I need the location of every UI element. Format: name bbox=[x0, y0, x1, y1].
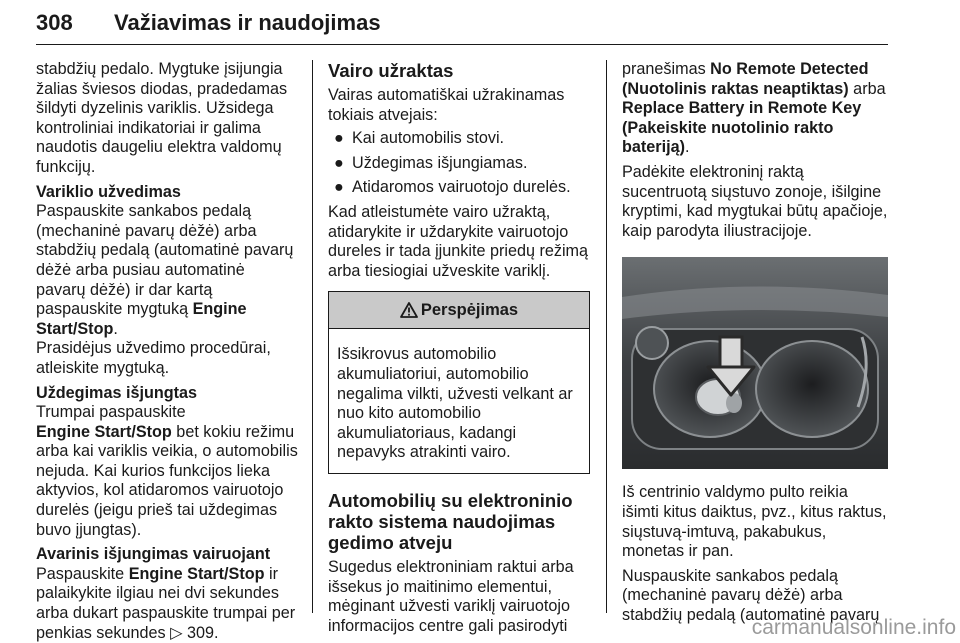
section-heading-ignition-off: Uždegimas išjungtas bbox=[36, 383, 198, 402]
remove-items-paragraph: Iš centrinio valdymo pulto reikia išimti kitus daiktus, pvz., kitus raktus, siųstuvą-imtuvą, pakabukus, monetas ir pan. bbox=[622, 483, 887, 561]
column-middle bbox=[328, 60, 590, 636]
button-name-engine-start-stop: Engine Start/Stop bbox=[36, 300, 247, 338]
list-item: ● Atidaromos vairuotojo durelės. bbox=[334, 178, 571, 197]
key-placement-paragraph: Padėkite elektroninį raktą sucentruotą siųstuvo zonoje, išilgine kryptimi, kad mygtukai būtų apačioje, kaip parodyta iliustracijoje. bbox=[622, 162, 888, 240]
message-no-remote: No Remote Detected (Nuotolinis raktas neaptiktas) bbox=[622, 60, 869, 98]
engine-start-paragraph: Paspauskite sankabos pedalą (mechaninė pavarų dėžė) arba stabdžių pedalą (automatinė pavarų dėžė arba pusiau automatinė pavarų dėžė) ir dar kartą paspauskite mygtuką Engine Start/Stop. bbox=[36, 202, 294, 338]
emergency-off-paragraph: Paspauskite Engine Start/Stop ir palaikykite ilgiau nei dvi sekundes arba dukart paspauskite trumpai per penkias sekundes ▷ 309. bbox=[36, 564, 296, 642]
bullet-icon: ● bbox=[334, 153, 344, 172]
steering-lock-intro: Vairas automatiškai užrakinamas tokiais atvejais: bbox=[328, 86, 565, 124]
page-reference[interactable]: 309. bbox=[182, 623, 219, 642]
warning-box bbox=[328, 291, 590, 474]
bullet-icon: ● bbox=[334, 178, 344, 197]
column-right bbox=[622, 60, 888, 626]
section-title-key-fault: Automobilių su elektroninio rakto sistema naudojimas gedimo atveju bbox=[328, 489, 573, 553]
unlock-paragraph: Kad atleistumėte vairo užraktą, atidarykite ir uždarykite vairuotojo dureles ir tada įjunkite priedų režimą arba tiesiogiai užveskite variklį. bbox=[328, 202, 589, 280]
message-replace-battery: Replace Battery in Remote Key (Pakeiskite nuotolinio rakto bateriją) bbox=[622, 99, 862, 157]
press-pedal-paragraph: Nuspauskite sankabos pedalą (mechaninė pavarų dėžė) arba stabdžių pedalą (automatinė pavarų bbox=[622, 566, 880, 624]
warning-body: Išsikrovus automobilio akumuliatoriui, automobilio negalima vilkti, užvesti velkant ar nuo kito automobilio akumuliatoriaus, kadangi nepavyks atrakinti vairo. bbox=[337, 345, 573, 462]
warning-title: Perspėjimas bbox=[420, 300, 519, 319]
warning-header bbox=[329, 292, 589, 329]
bullet-icon: ● bbox=[334, 129, 344, 148]
section-heading-engine-start: Variklio užvedimas bbox=[36, 182, 181, 201]
page-header bbox=[36, 6, 888, 45]
key-fault-paragraph: Sugedus elektroniniam raktui arba išsekus jo maitinimo elementui, mėginant užvesti variklį vairuotojo informacijos centre gali pasirodyti bbox=[328, 557, 574, 635]
button-name-engine-start-stop: Engine Start/Stop bbox=[128, 564, 265, 583]
warning-triangle-icon bbox=[400, 302, 418, 318]
column-divider bbox=[606, 60, 607, 613]
ignition-off-paragraph: Trumpai paspauskite Engine Start/Stop bet kokiu režimu arba kai variklis veikia, o automobilis nejuda. Kai kurios funkcijos lieka aktyvios, kol atidaromos vairuotojo durelės (jeigu prieš tai uždegimas buvo įjungtas). bbox=[36, 403, 298, 539]
message-paragraph: pranešimas No Remote Detected (Nuotolinis raktas neaptiktas) arba Replace Battery in Remote Key (Pakeiskite nuotolinio rakto bateriją). bbox=[622, 60, 886, 157]
console-photo-image bbox=[622, 257, 888, 469]
watermark: carmanualsonline.info bbox=[751, 616, 956, 639]
page-title: Važiavimas ir naudojimas bbox=[114, 10, 381, 35]
engine-start-release-paragraph: Prasidėjus užvedimo procedūrai, atleiskite mygtuką. bbox=[36, 339, 271, 377]
list-item: ● Kai automobilis stovi. bbox=[334, 129, 505, 148]
page-reference-icon[interactable]: ▷ bbox=[170, 623, 183, 642]
section-title-steering-lock: Vairo užraktas bbox=[328, 60, 454, 81]
list-item: ● Uždegimas išjungiamas. bbox=[334, 153, 528, 172]
intro-paragraph: stabdžių pedalo. Mygtuke įsijungia žalias šviesos diodas, pradedamas šildyti dyzelinis variklis. Užsidega kontroliniai indikatoriai ir galima naudotis daugeliu elektra valdomų funkcijų. bbox=[36, 60, 288, 176]
console-key-illustration bbox=[622, 257, 888, 469]
button-name-engine-start-stop: Engine Start/Stop bbox=[36, 422, 172, 441]
page-number: 308 bbox=[36, 10, 73, 35]
column-left bbox=[36, 60, 298, 643]
bullet-list bbox=[328, 129, 590, 198]
section-heading-emergency-off: Avarinis išjungimas vairuojant bbox=[36, 545, 271, 564]
column-divider bbox=[312, 60, 313, 613]
